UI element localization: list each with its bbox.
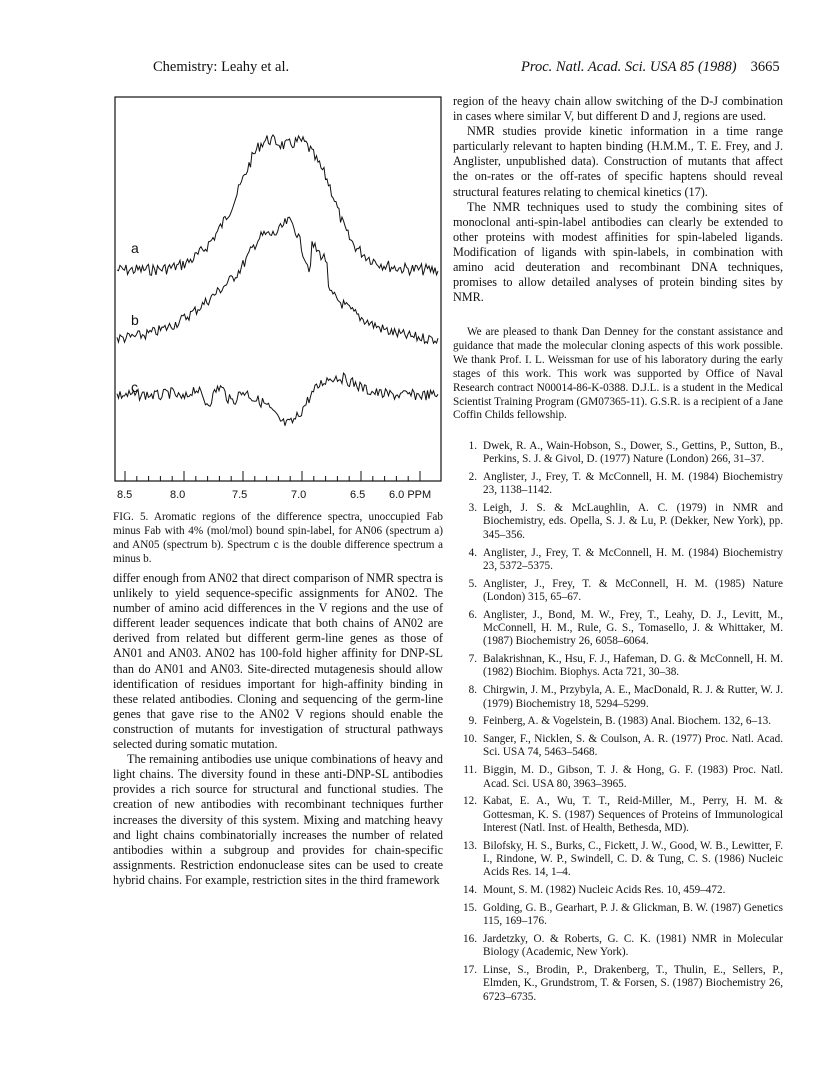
reference-number: 13. — [463, 839, 477, 852]
acknowledgment: We are pleased to thank Dan Denney for the constant assistance and guidance that made the molecular cloning aspects of this work possible. We thank Prof. I. L. Weissman for use of his laboratory during the early stages of this work. This work was supported by Office of Naval Research contract N00014-86-K-0388. D.J.L. is a student in the Medical Scientist Training Program (GM07365-11). G.S.R. is a recipient of a Jane Coffin Childs fellowship. — [453, 326, 783, 422]
journal-citation: Proc. Natl. Acad. Sci. USA 85 (1988) — [521, 59, 737, 75]
reference-item — [453, 964, 783, 1004]
reference-number: 15. — [463, 901, 477, 914]
reference-text: Bilofsky, H. S., Burks, C., Fickett, J. W., Good, W. B., Lewitter, F. I., Rindone, W. P., Swindell, C. D. & Tung, C. S. (1986) Nucleic Acids Res. 14, 1–4. — [483, 839, 783, 879]
reference-text: Sanger, F., Nicklen, S. & Coulson, A. R. (1977) Proc. Natl. Acad. Sci. USA 74, 5463–5468. — [483, 733, 783, 759]
spectrum-b-trace — [117, 217, 438, 343]
trace-label-a: a — [131, 240, 139, 256]
page-number: 3665 — [750, 59, 780, 75]
trace-label-b: b — [131, 312, 139, 328]
tick-label-8.5: 8.5 — [117, 489, 133, 501]
reference-text: Anglister, J., Bond, M. W., Frey, T., Leahy, D. J., Levitt, M., McConnell, H. M., Rule, G. S., Tomasello, J. & Whittaker, M. (1987) Biochemistry 26, 6058–6064. — [483, 608, 783, 648]
reference-text: Feinberg, A. & Vogelstein, B. (1983) Anal. Biochem. 132, 6–13. — [483, 715, 772, 728]
paragraph: The NMR techniques used to study the combining sites of monoclonal anti-spin-label antibodies can clearly be extended to other proteins with modest affinities for spin-labeled ligands. Modification of ligands with spin-labels, in combination with amino acid deuteration and recombinant DNA techniques, promises to allow detailed analyses of protein binding sites by NMR. — [453, 199, 783, 305]
reference-number: 12. — [463, 795, 477, 808]
reference-number: 14. — [463, 884, 477, 897]
reference-item — [453, 440, 783, 467]
paragraph: differ enough from AN02 that direct comparison of NMR spectra is unlikely to yield sequence-specific assignments for AN02. The number of amino acid differences in the V regions and the use of different leader sequences indicate that both chains of AN02 are derived from related but different germ-line genes as those of AN01 and AN03. AN02 has 100-fold higher affinity for DNP-SL than do AN01 and AN03. Site-directed mutagenesis should allow identification of residues important for high-affinity binding in these related antibodies. Cloning and sequencing of the germ-line genes that gave rise to the AN02 V regions should enable the construction of mutants for investigation of structural pathways selected during somatic mutation. — [113, 571, 443, 752]
reference-text: Biggin, M. D., Gibson, T. J. & Hong, G. F. (1983) Proc. Natl. Acad. Sci. USA 80, 3963–3965. — [483, 764, 783, 790]
reference-item — [453, 715, 783, 728]
reference-number: 17. — [463, 964, 477, 977]
tick-label-8.0: 8.0 — [170, 489, 186, 501]
reference-text: Anglister, J., Frey, T. & McConnell, H. M. (1984) Biochemistry 23, 1138–1142. — [483, 471, 783, 497]
reference-item — [453, 684, 783, 711]
reference-number: 5. — [468, 577, 477, 590]
plot-frame — [115, 97, 441, 481]
tick-label-7.5: 7.5 — [232, 489, 248, 501]
reference-item — [453, 578, 783, 605]
running-head-right — [521, 59, 780, 76]
paragraph: NMR studies provide kinetic information in a time range particularly relevant to hapten binding (H.M.M., T. E. Frey, and J. Anglister, unpublished data). Construction of mutants that affect the on-rates or the off-rates of specific haptens should reveal structural features relating to chemical kinetics (17). — [453, 124, 783, 199]
reference-item — [453, 471, 783, 498]
reference-text: Anglister, J., Frey, T. & McConnell, H. M. (1985) Nature (London) 315, 65–67. — [483, 577, 783, 603]
running-head-left: Chemistry: Leahy et al. — [153, 59, 290, 75]
right-column-body — [453, 94, 783, 305]
reference-number: 3. — [468, 502, 477, 515]
reference-text: Golding, G. B., Gearhart, P. J. & Glickman, B. W. (1987) Genetics 115, 169–176. — [483, 901, 783, 928]
reference-item — [453, 795, 783, 835]
reference-text: Chirgwin, J. M., Przybyla, A. E., MacDonald, R. J. & Rutter, W. J. (1979) Biochemistry 18, 5294–5299. — [483, 684, 783, 710]
tick-label-6.5: 6.5 — [350, 489, 366, 501]
reference-number: 6. — [468, 608, 477, 621]
axis-ticks — [125, 471, 420, 481]
reference-item — [453, 502, 783, 542]
reference-item — [453, 840, 783, 880]
reference-text: Jardetzky, O. & Roberts, G. C. K. (1981) NMR in Molecular Biology (Academic, New York). — [483, 933, 783, 959]
trace-label-c: c — [131, 379, 138, 395]
paragraph: The remaining antibodies use unique combinations of heavy and light chains. The diversity found in these anti-DNP-SL antibodies provides a rich source for structural and functional studies. The creation of new antibodies with recombinant techniques further increases the diversity of this system. Mixing and matching heavy and light chains combinatorially increases the number of related antibodies within a subgroup and provides for chain-specific assignments. Restriction endonuclease sites can be used to create hybrid chains. For example, restriction sites in the third framework — [113, 752, 443, 887]
tick-label-6.0: 6.0 PPM — [389, 489, 432, 501]
reference-text: Mount, S. M. (1982) Nucleic Acids Res. 10, 459–472. — [483, 884, 726, 897]
nmr-spectra-figure — [113, 95, 443, 507]
reference-item — [453, 609, 783, 649]
reference-text: Anglister, J., Frey, T. & McConnell, H. M. (1984) Biochemistry 23, 5372–5375. — [483, 546, 783, 572]
reference-item — [453, 902, 783, 929]
left-column-body — [113, 571, 443, 888]
reference-text: Balakrishnan, K., Hsu, F. J., Hafeman, D. G. & McConnell, H. M. (1982) Biochim. Biophys. Acta 721, 30–38. — [483, 653, 783, 679]
reference-text: Kabat, E. A., Wu, T. T., Reid-Miller, M., Perry, H. M. & Gottesman, K. S. (1987) Sequences of Proteins of Immunological Interest (Natl. Inst. of Health, Bethesda, MD). — [483, 795, 783, 834]
figure-caption: FIG. 5. Aromatic regions of the difference spectra, unoccupied Fab minus Fab with 4% (mol/mol) bound spin-label, for AN06 (spectrum a) and AN05 (spectrum b). Spectrum c is the double difference spectrum a minus b. — [113, 511, 443, 565]
reference-text: Dwek, R. A., Wain-Hobson, S., Dower, S., Gettins, P., Sutton, B., Perkins, S. J. & Givol, D. (1977) Nature (London) 266, 31–37. — [483, 440, 783, 466]
paragraph: region of the heavy chain allow switching of the D-J combination in cases where similar V, but different D and J, regions are used. — [453, 94, 783, 124]
reference-item — [453, 547, 783, 574]
reference-text: Linse, S., Brodin, P., Drakenberg, T., Thulin, E., Sellers, P., Elmden, K., Grundstrom, T. & Forsen, S. (1987) Biochemistry 26, 6723–6735. — [483, 964, 783, 1003]
reference-item — [453, 653, 783, 680]
reference-text: Leigh, J. S. & McLaughlin, A. C. (1979) in NMR and Biochemistry, eds. Opella, S. J. & Lu, P. (Dekker, New York), pp. 345–356. — [483, 502, 783, 541]
reference-number: 2. — [468, 471, 477, 484]
spectrum-a-trace — [117, 135, 438, 275]
reference-item — [453, 764, 783, 791]
reference-number: 7. — [468, 653, 477, 666]
reference-number: 11. — [463, 764, 477, 777]
reference-number: 1. — [468, 440, 477, 452]
reference-number: 8. — [468, 684, 477, 697]
reference-item — [453, 733, 783, 760]
reference-number: 9. — [468, 715, 477, 728]
reference-item — [453, 933, 783, 960]
spectra-plot — [113, 95, 443, 507]
tick-label-7.0: 7.0 — [291, 489, 307, 501]
reference-number: 4. — [468, 546, 477, 559]
spectrum-c-trace — [117, 373, 438, 426]
reference-item — [453, 884, 783, 897]
reference-list — [453, 440, 783, 1008]
reference-number: 16. — [463, 933, 477, 945]
reference-number: 10. — [463, 733, 477, 746]
